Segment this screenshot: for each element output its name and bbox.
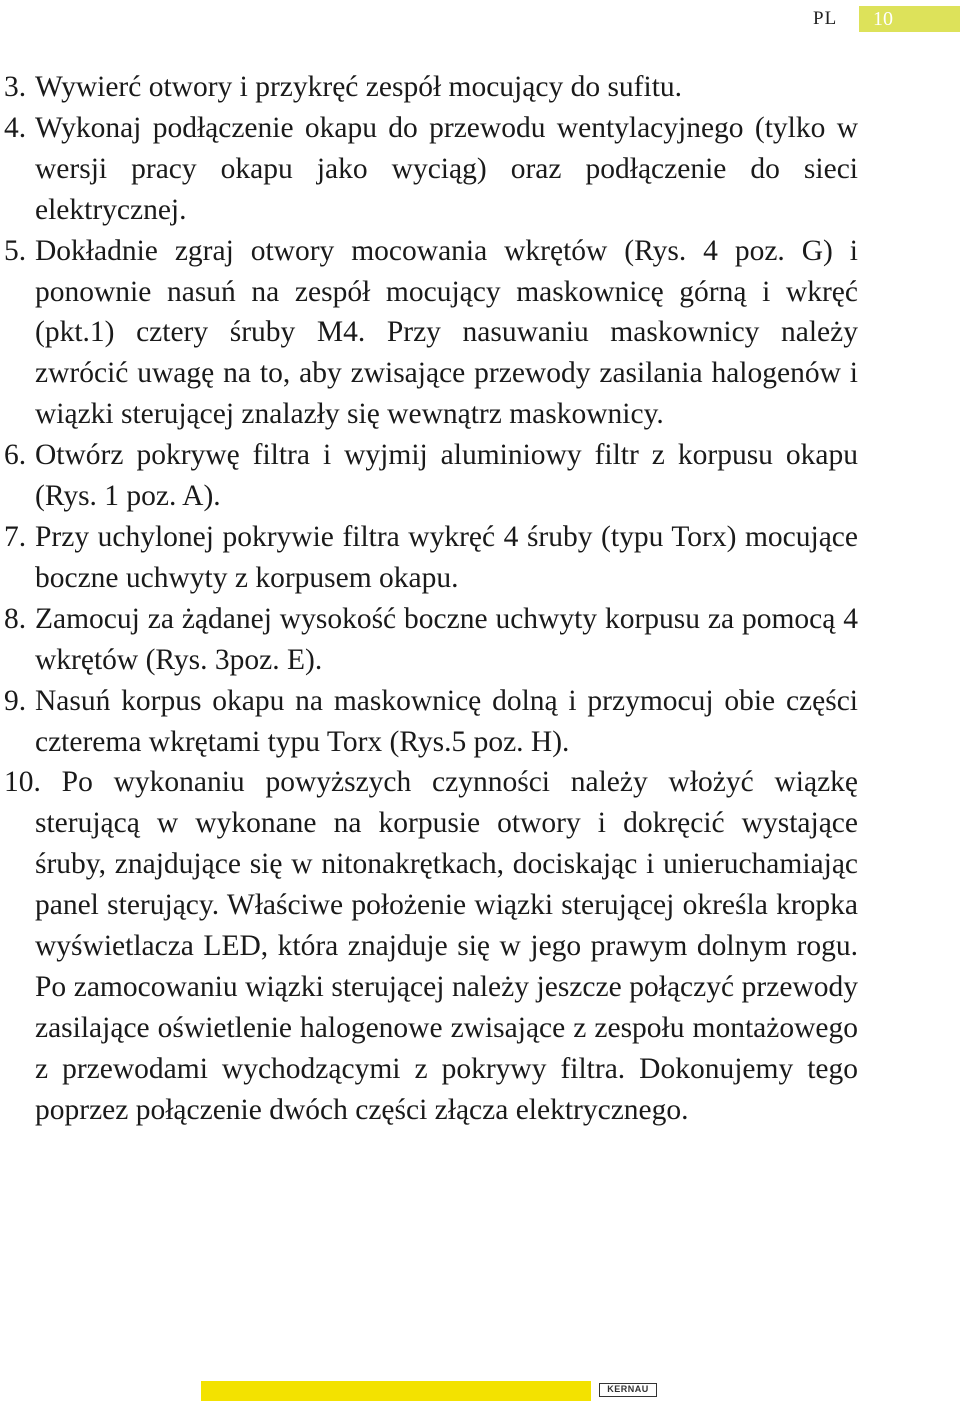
- page-number-badge: [859, 6, 960, 32]
- step-text: Przy uchylonej pokrywie filtra wykręć 4 śruby (typu Torx) mocujące boczne uchwyty z korpusem okapu.: [35, 520, 858, 594]
- footer-accent-bar: [201, 1381, 591, 1401]
- step-text: Po wykonaniu powyższych czynności należy włożyć wiązkę sterującą w wykonane na korpusie otwory i dokręcić wystające śruby, znajdujące się w nitonakrętkach, dociskając i unieruchamiając panel sterujący. Właściwe położenie wiązki sterującej określa kropka wyświetlacza LED, która znajduje się w jego prawym dolnym rogu. Po zamocowaniu wiązki sterującej należy jeszcze połączyć przewody zasilające oświetlenie halogenowe zwisające z zespołu montażowego z przewodami wychodzącymi z pokrywy filtra. Dokonujemy tego poprzez połączenie dwóch części złącza elektrycznego.: [35, 766, 859, 1126]
- page-number: 10: [873, 8, 893, 30]
- language-label: PL: [813, 8, 838, 29]
- brand-logo: KERNAU: [599, 1383, 657, 1397]
- step-number: 7.: [4, 520, 27, 553]
- list-item: [0, 681, 858, 763]
- step-number: 8.: [4, 602, 27, 635]
- page-header: [0, 6, 960, 32]
- step-text: Otwórz pokrywę filtra i wyjmij aluminiowy filtr z korpusu okapu (Rys. 1 poz. A).: [35, 439, 858, 513]
- list-item: [0, 599, 858, 681]
- step-number: 6.: [4, 439, 27, 472]
- step-number: 4.: [4, 111, 27, 144]
- list-item: [0, 435, 858, 517]
- list-item: [0, 762, 858, 1130]
- list-item: [0, 231, 858, 436]
- step-text: Dokładnie zgraj otwory mocowania wkrętów (Rys. 4 poz. G) i ponownie nasuń na zespół mocujący maskownicę górną i wkręć (pkt.1) cztery śruby M4. Przy nasuwaniu maskownicy należy zwrócić uwagę na to, aby zwisające przewody zasilania halogenów i wiązki sterującej znalazły się wewnątrz maskownicy.: [35, 234, 858, 431]
- step-text: Wywierć otwory i przykręć zespół mocujący do sufitu.: [35, 71, 683, 103]
- step-number: 10.: [4, 766, 41, 799]
- list-item: [0, 108, 858, 231]
- step-number: 3.: [4, 71, 27, 103]
- list-item: [0, 517, 858, 599]
- step-text: Nasuń korpus okapu na maskownicę dolną i przymocuj obie części czterema wkrętami typu Torx (Rys.5 poz. H).: [35, 684, 858, 758]
- list-item: [0, 67, 858, 108]
- step-text: Zamocuj za żądanej wysokość boczne uchwyty korpusu za pomocą 4 wkrętów (Rys. 3poz. E).: [35, 602, 858, 676]
- step-number: 5.: [4, 234, 27, 267]
- step-text: Wykonaj podłączenie okapu do przewodu wentylacyjnego (tylko w wersji pracy okapu jako wyciąg) oraz podłączenie do sieci elektrycznej.: [35, 111, 858, 226]
- instruction-list: [0, 67, 858, 1131]
- step-number: 9.: [4, 684, 27, 717]
